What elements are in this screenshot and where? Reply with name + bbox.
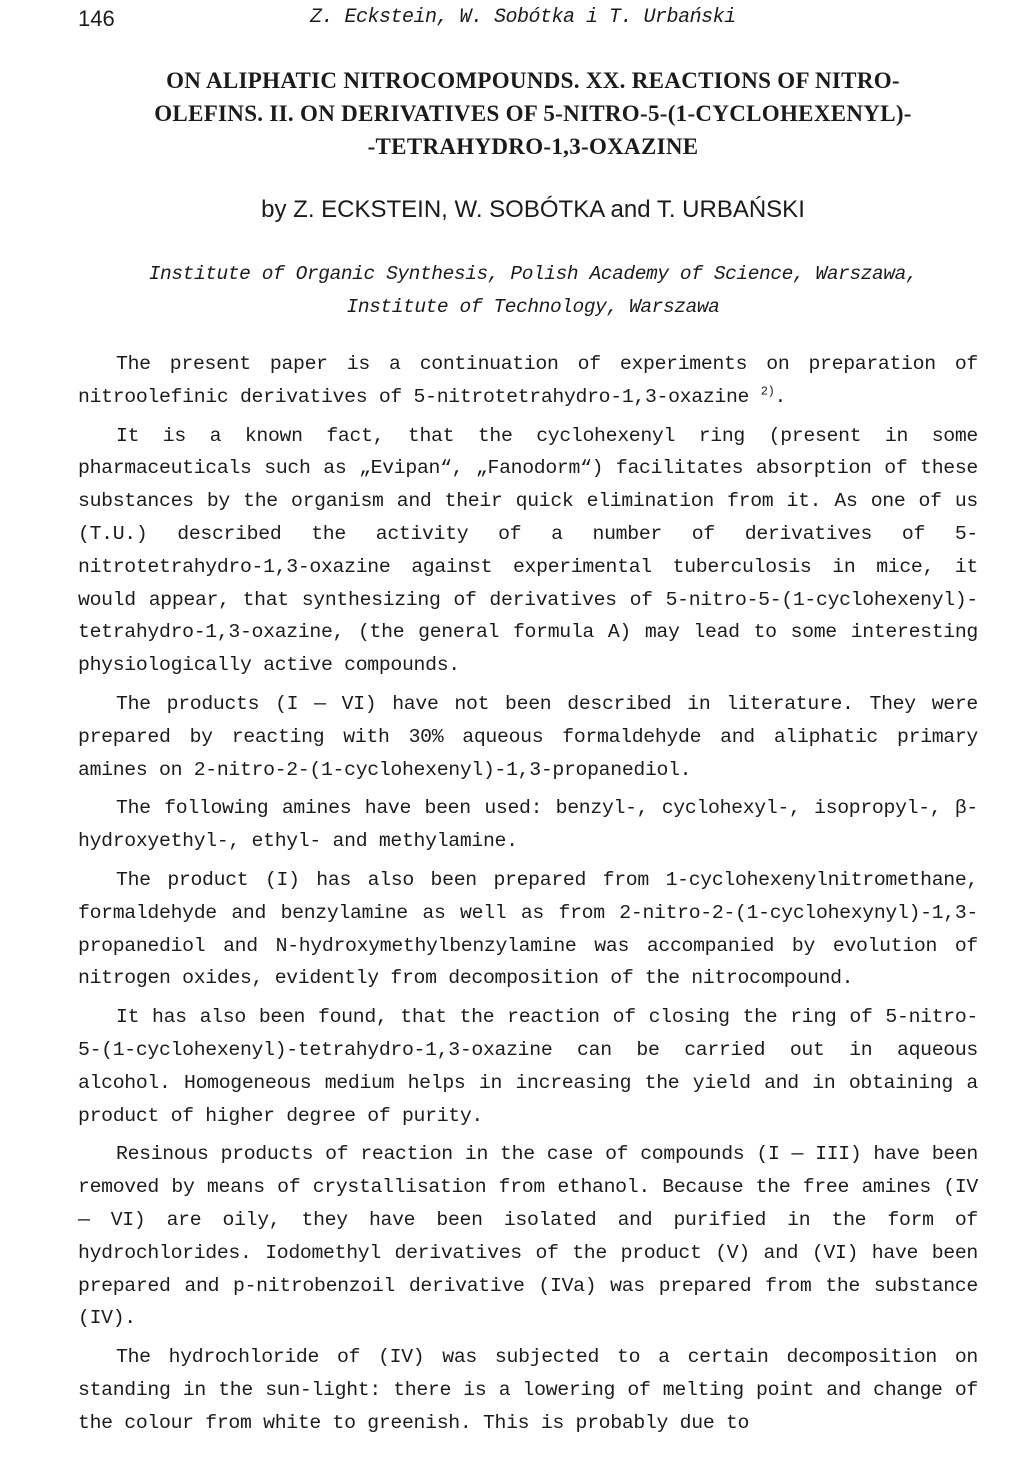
affiliation-line: Institute of Technology, Warszawa: [346, 296, 720, 318]
paragraph: It is a known fact, that the cyclohexenyl ring (present in some pharmaceuticals such as „Evipan“, „Fanodorm“) facilitates absorption of these substances by the organism and their quick elimination from it. As one of us (T.U.) described the activity of a number of derivatives of 5-nitrotetrahydro-1,3-oxazine against experimental tuberculosis in mice, it would appear, that synthesizing of derivatives of 5-nitro-5-(1-cyclohexenyl)-tetrahydro-1,3-oxazine, (the general formula A) may lead to some interesting physiologically active compounds.: [78, 424, 978, 677]
title-line: ON ALIPHATIC NITROCOMPOUNDS. XX. REACTIONS OF NITRO-: [166, 68, 900, 93]
article-body: [78, 348, 978, 1446]
paragraph: The products (I — VI) have not been described in literature. They were prepared by reacting with 30% aqueous formaldehyde and aliphatic primary amines on 2-nitro-2-(1-cyclohexenyl)-1,3-propanediol.: [78, 692, 978, 781]
paragraph: The following amines have been used: benzyl-, cyclohexyl-, isopropyl-, β-hydroxyethyl-, ethyl- and methylamine.: [78, 797, 978, 853]
running-authors: Z. Eckstein, W. Sobótka i T. Urbański: [310, 6, 736, 29]
affiliation-line: Institute of Organic Synthesis, Polish Academy of Science, Warszawa,: [148, 263, 918, 285]
title-line: OLEFINS. II. ON DERIVATIVES OF 5-NITRO-5-(1-CYCLOHEXENYL)-: [154, 101, 912, 126]
paragraph-end: .: [774, 385, 787, 408]
reference-superscript: 2): [760, 384, 775, 399]
paragraph: The hydrochloride of (IV) was subjected to a certain decomposition on standing in the sun-light: there is a lowering of melting point and change of the colour from white to greenish. This is probably due to: [78, 1346, 978, 1434]
paragraph-text: The present paper is a continuation of experiments on preparation of nitroolefinic derivatives of 5-nitrotetrahydro-1,3-oxazine: [78, 353, 978, 408]
byline: by Z. ECKSTEIN, W. SOBÓTKA and T. URBAŃSKI: [261, 196, 805, 223]
affiliation: [78, 258, 988, 324]
paragraph: The product (I) has also been prepared from 1-cyclohexenylnitromethane, formaldehyde and benzylamine as well as from 2-nitro-2-(1-cyclohexynyl)-1,3-propanediol and N-hydroxymethylbenzylamine was accompanied by evolution of nitrogen oxides, evidently from decomposition of the nitrocompound.: [78, 868, 978, 990]
page-number: 146: [78, 6, 115, 31]
title-line: -TETRAHYDRO-1,3-OXAZINE: [367, 134, 699, 159]
paragraph: Resinous products of reaction in the case of compounds (I — III) have been removed by means of crystallisation from ethanol. Because the free amines (IV — VI) are oily, they have been isolated and purified in the form of hydrochlorides. Iodomethyl derivatives of the product (V) and (VI) have been prepared and p-nitrobenzoil derivative (IVa) was prepared from the substance (IV).: [78, 1143, 978, 1330]
article-title: [78, 64, 988, 163]
paragraph: It has also been found, that the reaction of closing the ring of 5-nitro-5-(1-cyclohexenyl)-tetrahydro-1,3-oxazine can be carried out in aqueous alcohol. Homogeneous medium helps in increasing the yield and in obtaining a product of higher degree of purity.: [78, 1006, 978, 1127]
paragraph: [78, 348, 978, 414]
running-header: [78, 2, 984, 38]
